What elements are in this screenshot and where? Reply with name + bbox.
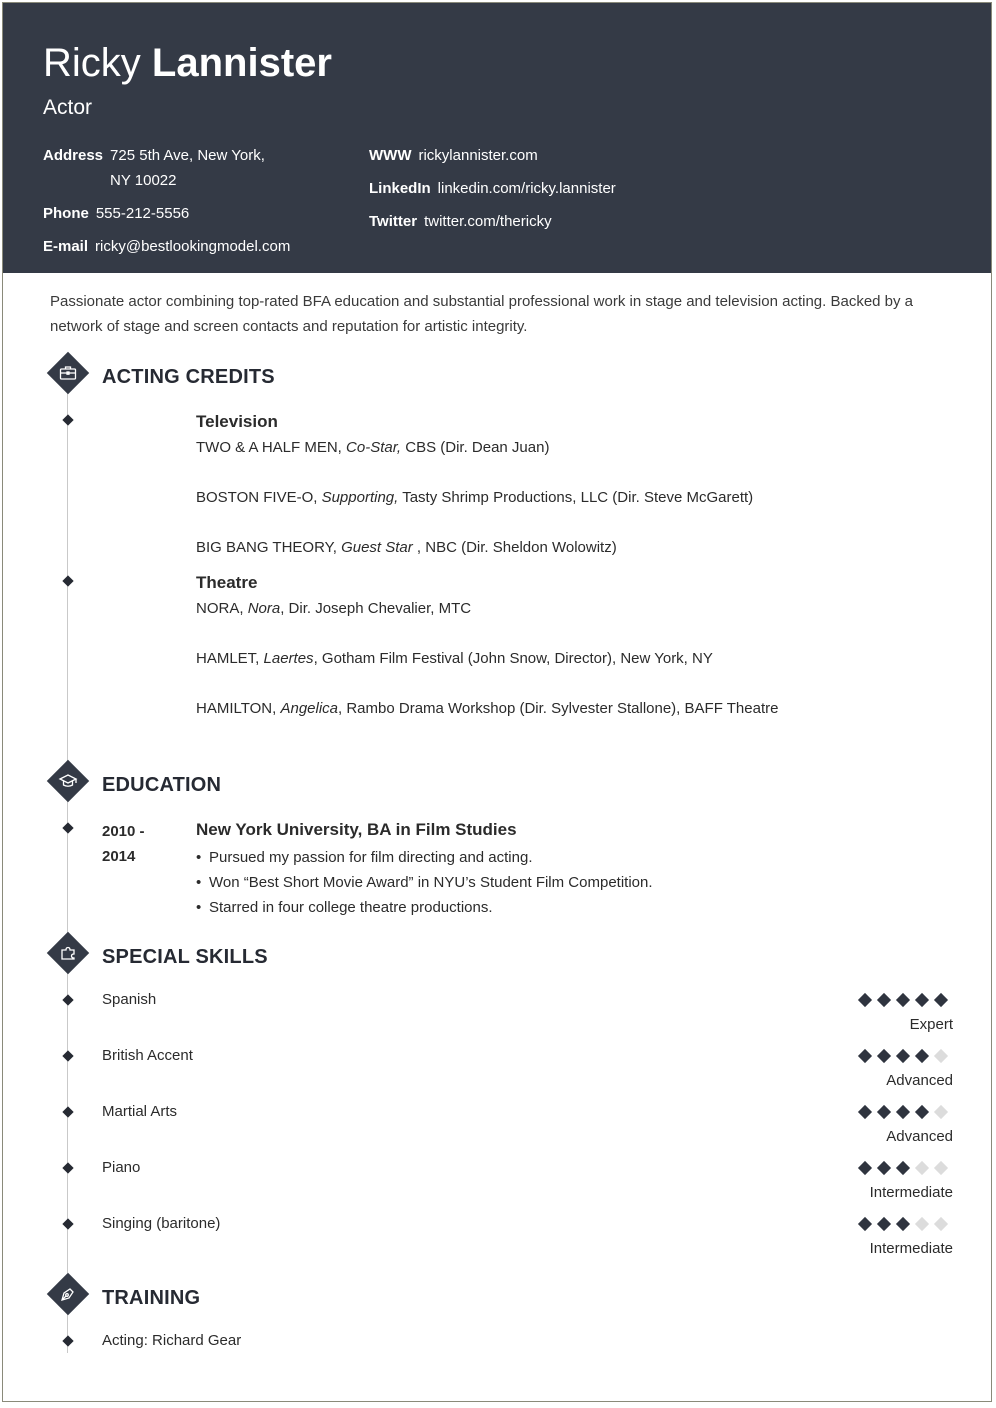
rating-diamond-empty: [934, 1105, 948, 1119]
skill-level: Advanced: [886, 1128, 953, 1145]
timeline-bullet: [62, 1106, 73, 1117]
skill-level: Intermediate: [869, 1240, 953, 1257]
contact-label: LinkedIn: [369, 180, 431, 197]
section-title-education: EDUCATION: [102, 774, 222, 796]
education-date-end: 2014: [102, 848, 136, 865]
skill-name: Spanish: [102, 991, 157, 1008]
rating-diamond-empty: [934, 1161, 948, 1175]
skill-name: Martial Arts: [102, 1103, 178, 1120]
education-degree: New York University, BA in Film Studies: [196, 820, 517, 839]
education-date-start: 2010 -: [102, 823, 145, 840]
contact-address: [43, 143, 323, 193]
graduation-cap-icon: [47, 760, 89, 802]
credit-item: HAMLET, Laertes, Gotham Film Festival (John Snow, Director), New York, NY: [196, 650, 713, 667]
rating-diamond-filled: [915, 993, 929, 1007]
skill-rating: [858, 1161, 953, 1177]
rating-diamond-filled: [896, 1049, 910, 1063]
puzzle-icon: [47, 932, 89, 974]
full-name: [43, 39, 332, 87]
rating-diamond-filled: [858, 1161, 872, 1175]
contact-label: WWW: [369, 147, 412, 164]
education-bullets: [196, 845, 653, 920]
rating-diamond-filled: [877, 1217, 891, 1231]
timeline-bullet: [62, 1050, 73, 1061]
first-name: Ricky: [43, 41, 141, 85]
timeline-bullet: [62, 414, 73, 425]
rating-diamond-filled: [858, 1105, 872, 1119]
credit-item: NORA, Nora, Dir. Joseph Chevalier, MTC: [196, 600, 472, 617]
job-title: Actor: [43, 96, 93, 119]
rating-diamond-filled: [896, 1217, 910, 1231]
skill-level: Expert: [909, 1016, 953, 1033]
briefcase-icon: [47, 352, 89, 394]
rating-diamond-filled: [858, 1217, 872, 1231]
timeline-bullet: [62, 1162, 73, 1173]
contact-value[interactable]: rickylannister.com: [418, 147, 538, 164]
rating-diamond-empty: [915, 1161, 929, 1175]
rating-diamond-filled: [934, 993, 948, 1007]
credit-group-title: Television: [196, 412, 278, 431]
rating-diamond-empty: [934, 1049, 948, 1063]
list-item: • Pursued my passion for film directing and acting.: [196, 845, 653, 870]
skill-rating: [858, 1217, 953, 1233]
skill-name: Singing (baritone): [102, 1215, 221, 1232]
contact-value[interactable]: ricky@bestlookingmodel.com: [95, 238, 291, 255]
credit-group-title: Theatre: [196, 573, 258, 592]
credit-item: HAMILTON, Angelica, Rambo Drama Workshop (Dir. Sylvester Stallone), BAFF Theatre: [196, 700, 779, 717]
rating-diamond-empty: [934, 1217, 948, 1231]
section-title-special-skills: SPECIAL SKILLS: [102, 946, 268, 968]
rating-diamond-filled: [877, 1049, 891, 1063]
contact-label: Phone: [43, 205, 89, 222]
contact-label: Twitter: [369, 213, 418, 230]
skill-rating: [858, 1049, 953, 1065]
rating-diamond-filled: [877, 1161, 891, 1175]
contact-phone: [43, 201, 189, 226]
rating-diamond-empty: [915, 1217, 929, 1231]
credit-item: BOSTON FIVE-O, Supporting, Tasty Shrimp Productions, LLC (Dir. Steve McGarett): [196, 489, 754, 506]
rating-diamond-filled: [915, 1105, 929, 1119]
contact-value[interactable]: linkedin.com/ricky.lannister: [437, 180, 616, 197]
rating-diamond-filled: [896, 1161, 910, 1175]
education-dates: [102, 819, 162, 869]
rating-diamond-filled: [877, 993, 891, 1007]
pen-nib-icon: [47, 1273, 89, 1315]
list-item: • Won “Best Short Movie Award” in NYU’s Student Film Competition.: [196, 870, 653, 895]
resume-page: [2, 2, 992, 1402]
contact-label: E-mail: [43, 238, 89, 255]
training-item: Acting: Richard Gear: [102, 1332, 242, 1349]
credit-item: TWO & A HALF MEN, Co-Star, CBS (Dir. Dean Juan): [196, 439, 550, 456]
timeline-bullet: [62, 1335, 73, 1346]
header: [3, 3, 991, 273]
contact-label: Address: [43, 147, 104, 164]
contact-twitter: [369, 209, 552, 234]
last-name: Lannister: [151, 41, 332, 85]
timeline-bullet: [62, 1218, 73, 1229]
skill-rating: [858, 993, 953, 1009]
timeline-bullet: [62, 994, 73, 1005]
skill-name: British Accent: [102, 1047, 193, 1064]
contact-value: 725 5th Ave, New York, NY 10022: [110, 147, 265, 189]
contact-website: [369, 143, 538, 168]
credit-item: BIG BANG THEORY, Guest Star , NBC (Dir. Sheldon Wolowitz): [196, 539, 617, 556]
skill-rating: [858, 1105, 953, 1121]
skill-name: Piano: [102, 1159, 141, 1176]
rating-diamond-filled: [915, 1049, 929, 1063]
section-title-training: TRAINING: [102, 1287, 201, 1309]
rating-diamond-filled: [896, 993, 910, 1007]
timeline-bullet: [62, 575, 73, 586]
contact-value[interactable]: twitter.com/thericky: [424, 213, 552, 230]
section-title-acting-credits: ACTING CREDITS: [102, 366, 275, 388]
contact-linkedin: [369, 176, 616, 201]
timeline-bullet: [62, 822, 73, 833]
contact-email: [43, 234, 290, 259]
list-item: • Starred in four college theatre productions.: [196, 895, 653, 920]
contact-value: 555-212-5556: [95, 205, 190, 222]
skill-level: Advanced: [886, 1072, 953, 1089]
rating-diamond-filled: [896, 1105, 910, 1119]
rating-diamond-filled: [877, 1105, 891, 1119]
rating-diamond-filled: [858, 993, 872, 1007]
rating-diamond-filled: [858, 1049, 872, 1063]
summary: Passionate actor combining top-rated BFA education and substantial professional work in stage and television acting. Backed by a network of stage and screen contacts and reputation for artistic integrity.: [50, 293, 914, 335]
skill-level: Intermediate: [869, 1184, 953, 1201]
